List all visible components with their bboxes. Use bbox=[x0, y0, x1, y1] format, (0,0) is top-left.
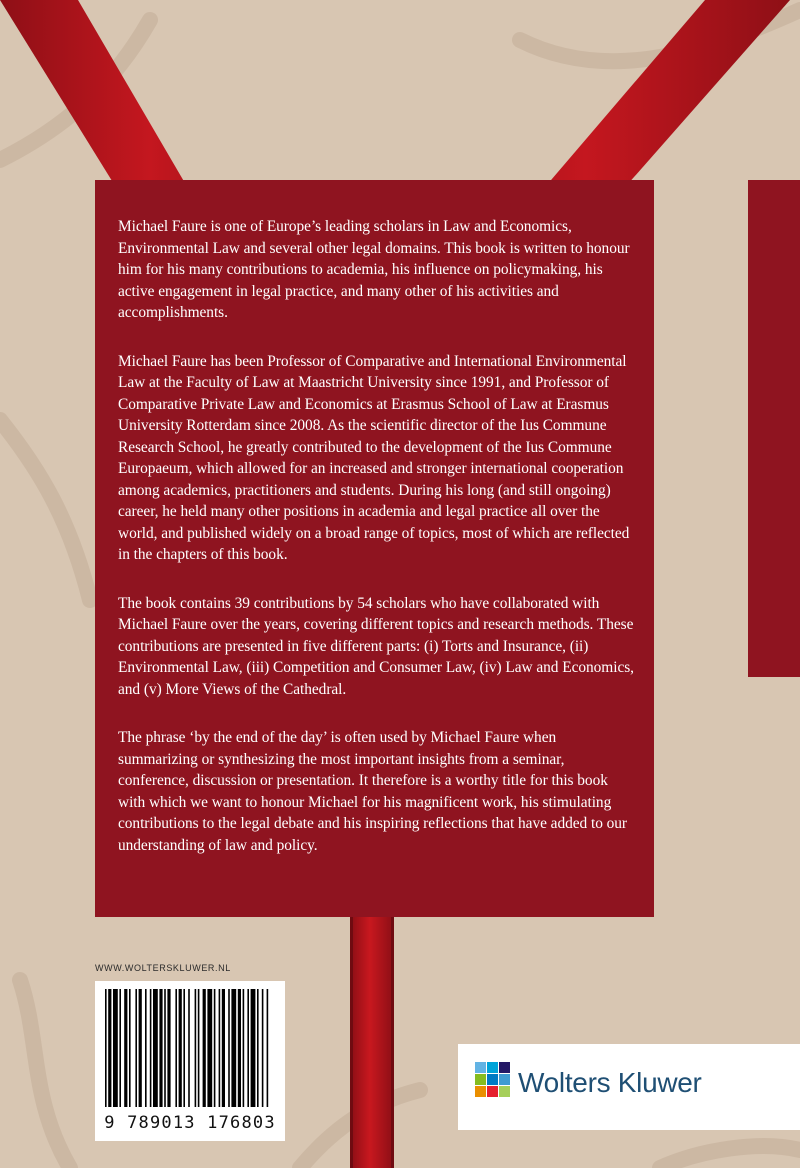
barcode bbox=[95, 981, 285, 1141]
publisher-website: WWW.WOLTERSKLUWER.NL bbox=[95, 963, 231, 973]
paragraph-3: The book contains 39 contributions by 54 scholars who have collaborated with Michael Faure over the years, covering different topics and research methods. These contributions are presented in five different parts: (i) Torts and Insurance, (ii) Environmental Law, (iii) Competition and Consumer Law, (iv) Law and Economics, and (v) More Views of the Cathedral. bbox=[118, 594, 634, 698]
paragraph-1: Michael Faure is one of Europe’s leading scholars in Law and Economics, Environmental Law and several other legal domains. This book is written to honour him for his many contributions to academia, his influence on policymaking, his active engagement in legal practice, and many other of his activities and accomplishments. bbox=[118, 218, 630, 321]
paragraph-2: Michael Faure has been Professor of Comparative and International Environmental Law at the Faculty of Law at Maastricht University since 1991, and Professor of Comparative Private Law and Economics at Erasmus School of Law at Erasmus University Rotterdam since 2008. As the scientific director of the Ius Commune Research School, he greatly contributed to the development of the Ius Commune Europaeum, which allowed for an increased and stronger international cooperation among academics, practitioners and students. During his long (and still ongoing) career, he held many other positions in academia and legal practice all over the world, and published widely on a broad range of topics, most of which are reflected in the chapters of this book. bbox=[118, 352, 630, 563]
publisher-logo bbox=[458, 1044, 800, 1130]
wolters-kluwer-logo-icon bbox=[474, 1061, 512, 1099]
paragraph-4: The phrase ‘by the end of the day’ is often used by Michael Faure when summarizing or synthesizing the most important insights from a seminar, conference, discussion or presentation. It therefore is a worthy title for this book with which we want to honour Michael for his magnificent work, his stimulating contributions to the legal debate and his inspiring reflections that have added to our understanding of law and policy. bbox=[118, 729, 628, 854]
barcode-icon bbox=[95, 981, 285, 1113]
right-edge-panel bbox=[748, 180, 800, 677]
back-cover-text-panel bbox=[95, 180, 654, 917]
isbn-number: 9 789013 176803 bbox=[104, 1113, 276, 1133]
publisher-name: Wolters Kluwer bbox=[518, 1067, 702, 1098]
